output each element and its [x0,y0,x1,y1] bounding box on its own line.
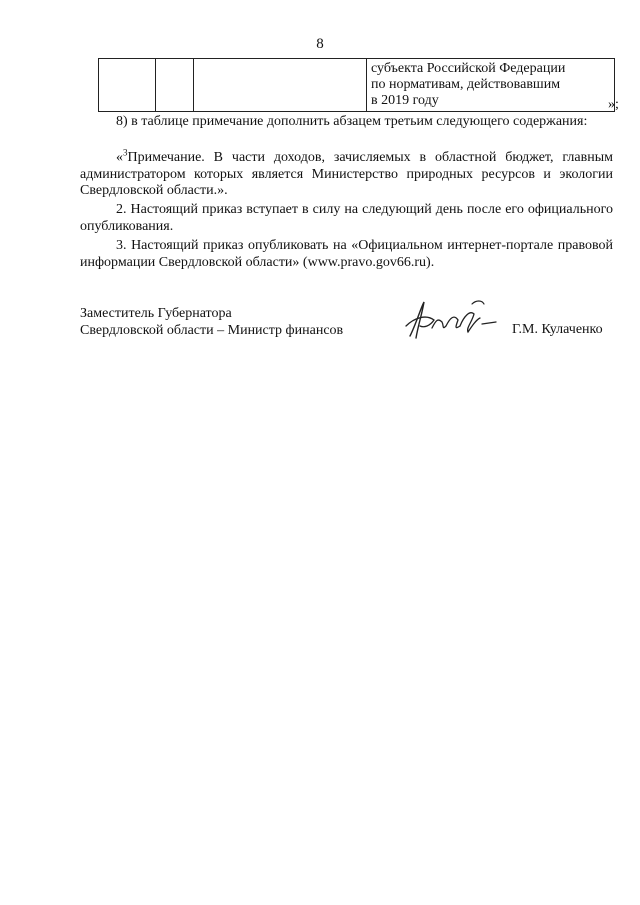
table-cell [194,59,367,112]
item-8-paragraph: 8) в таблице примечание дополнить абзацем третьим следующего содержания: [116,114,588,129]
note-superscript: 3 [123,147,128,158]
table-cell-text [367,59,615,112]
quote-open: « [116,150,123,165]
table-cell [99,59,156,112]
page-number: 8 [316,36,324,52]
point-2-paragraph: 2. Настоящий приказ вступает в силу на следующий день после его официального опубликования. [80,202,613,234]
table-closing-mark: »; [608,97,619,112]
note-text: Примечание. В части доходов, зачисляемых в областной бюджет, главным администратором которых является Министерство природных ресурсов и экологии Свердловской области.». [80,150,613,198]
signatory-title-line: Свердловской области – Министр финансов [80,323,344,338]
signatory-title-line: Заместитель Губернатора [80,306,232,321]
point-3-paragraph: 3. Настоящий приказ опубликовать на «Официальном интернет-портале правовой информации Свердловской области» (www.pravo.gov66.ru). [80,238,613,270]
signatory-title [80,305,343,339]
table-cell-line: в 2019 году [371,93,439,108]
note-paragraph [80,147,613,200]
table-continuation [98,58,615,112]
table-cell-line: по нормативам, действовавшим [371,77,561,92]
handwritten-signature [402,296,502,344]
signatory-name: Г.М. Кулаченко [512,322,603,337]
table-row [99,59,615,112]
table-cell-line: субъекта Российской Федерации [371,61,566,76]
table-cell [156,59,194,112]
